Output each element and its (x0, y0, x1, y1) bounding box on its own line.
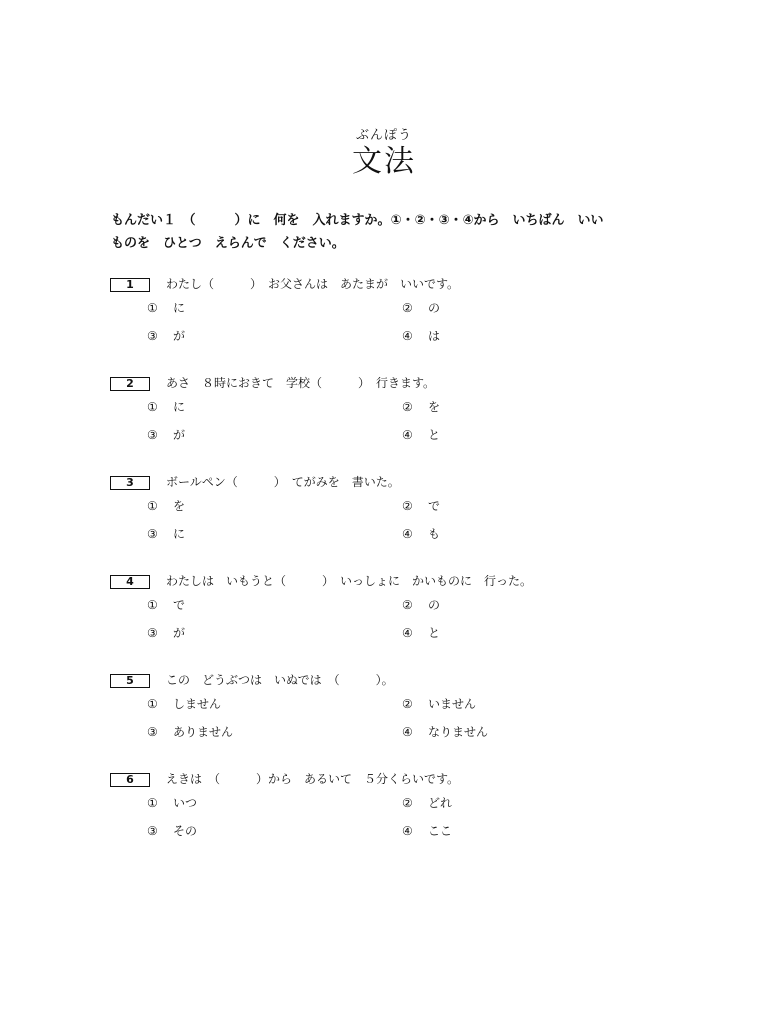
question-text: わたしは いもうと（ ） いっしょに かいものに 行った。 (166, 574, 533, 588)
option-2[interactable] (402, 498, 440, 514)
option-1[interactable] (147, 696, 221, 712)
question-text: わたし（ ） お父さんは あたまが いいです。 (166, 277, 460, 291)
option-mark: ② (402, 301, 413, 315)
option-3[interactable] (147, 328, 185, 344)
question-text: この どうぶつは いぬでは （ ）。 (166, 673, 394, 687)
option-mark: ④ (402, 527, 413, 541)
question-number-box: 3 (110, 476, 150, 490)
question-1 (110, 278, 670, 358)
option-text: が (173, 428, 186, 442)
option-mark: ③ (147, 428, 158, 442)
question-5 (110, 674, 670, 754)
option-mark: ② (402, 796, 413, 810)
option-mark: ③ (147, 329, 158, 343)
option-mark: ② (402, 697, 413, 711)
question-number-box: 1 (110, 278, 150, 292)
option-4[interactable] (402, 625, 440, 641)
option-mark: ① (147, 796, 158, 810)
option-text: なりません (428, 725, 489, 739)
option-text: しません (173, 697, 222, 711)
option-text: どれ (428, 796, 453, 810)
option-text: を (173, 499, 186, 513)
option-1[interactable] (147, 498, 185, 514)
option-mark: ① (147, 598, 158, 612)
option-mark: ④ (402, 428, 413, 442)
question-text: えきは （ ）から あるいて ５分くらいです。 (166, 772, 460, 786)
option-text: の (428, 598, 441, 612)
option-mark: ④ (402, 329, 413, 343)
option-text: は (428, 329, 441, 343)
option-text: いません (428, 697, 477, 711)
option-mark: ③ (147, 527, 158, 541)
option-mark: ④ (402, 725, 413, 739)
option-mark: ① (147, 697, 158, 711)
option-mark: ④ (402, 626, 413, 640)
option-mark: ② (402, 400, 413, 414)
option-text: に (173, 527, 186, 541)
page-title: 文法 (352, 144, 416, 179)
instructions (111, 209, 671, 255)
option-text: いつ (173, 796, 198, 810)
question-number-box: 5 (110, 674, 150, 688)
option-3[interactable] (147, 724, 233, 740)
option-text: と (428, 626, 441, 640)
question-number-box: 2 (110, 377, 150, 391)
question-text: ボールペン（ ） てがみを 書いた。 (166, 475, 400, 489)
option-mark: ③ (147, 626, 158, 640)
option-4[interactable] (402, 427, 440, 443)
question-3 (110, 476, 670, 556)
option-mark: ③ (147, 725, 158, 739)
title-ruby: ぶんぽう (355, 128, 412, 143)
option-2[interactable] (402, 696, 476, 712)
question-number-box: 6 (110, 773, 150, 787)
option-mark: ② (402, 598, 413, 612)
option-text: に (173, 301, 186, 315)
title-block (0, 128, 768, 180)
option-text: で (428, 499, 441, 513)
option-4[interactable] (402, 328, 440, 344)
option-text: と (428, 428, 441, 442)
option-text: の (428, 301, 441, 315)
option-text: を (428, 400, 441, 414)
option-4[interactable] (402, 526, 440, 542)
option-text: に (173, 400, 186, 414)
option-3[interactable] (147, 427, 185, 443)
option-text: ありません (173, 725, 234, 739)
question-6 (110, 773, 670, 853)
option-1[interactable] (147, 399, 185, 415)
option-text: が (173, 329, 186, 343)
question-2 (110, 377, 670, 457)
question-4 (110, 575, 670, 655)
option-3[interactable] (147, 823, 197, 839)
option-2[interactable] (402, 795, 452, 811)
option-2[interactable] (402, 399, 440, 415)
question-number-box: 4 (110, 575, 150, 589)
option-mark: ② (402, 499, 413, 513)
option-mark: ④ (402, 824, 413, 838)
option-3[interactable] (147, 625, 185, 641)
option-mark: ① (147, 301, 158, 315)
option-mark: ① (147, 499, 158, 513)
option-text: その (173, 824, 198, 838)
option-text: が (173, 626, 186, 640)
option-mark: ① (147, 400, 158, 414)
option-mark: ③ (147, 824, 158, 838)
option-text: も (428, 527, 441, 541)
option-3[interactable] (147, 526, 185, 542)
option-2[interactable] (402, 300, 440, 316)
option-1[interactable] (147, 300, 185, 316)
option-1[interactable] (147, 795, 197, 811)
instructions-line-2: ものを ひとつ えらんで ください。 (111, 236, 345, 251)
option-2[interactable] (402, 597, 440, 613)
option-text: ここ (428, 824, 453, 838)
question-text: あさ ８時におきて 学校（ ） 行きます。 (166, 376, 436, 390)
option-1[interactable] (147, 597, 185, 613)
option-4[interactable] (402, 823, 452, 839)
instructions-line-1: もんだい１ （ ）に 何を 入れますか。①・②・③・④から いちばん いい (111, 213, 604, 228)
option-4[interactable] (402, 724, 488, 740)
option-text: で (173, 598, 186, 612)
